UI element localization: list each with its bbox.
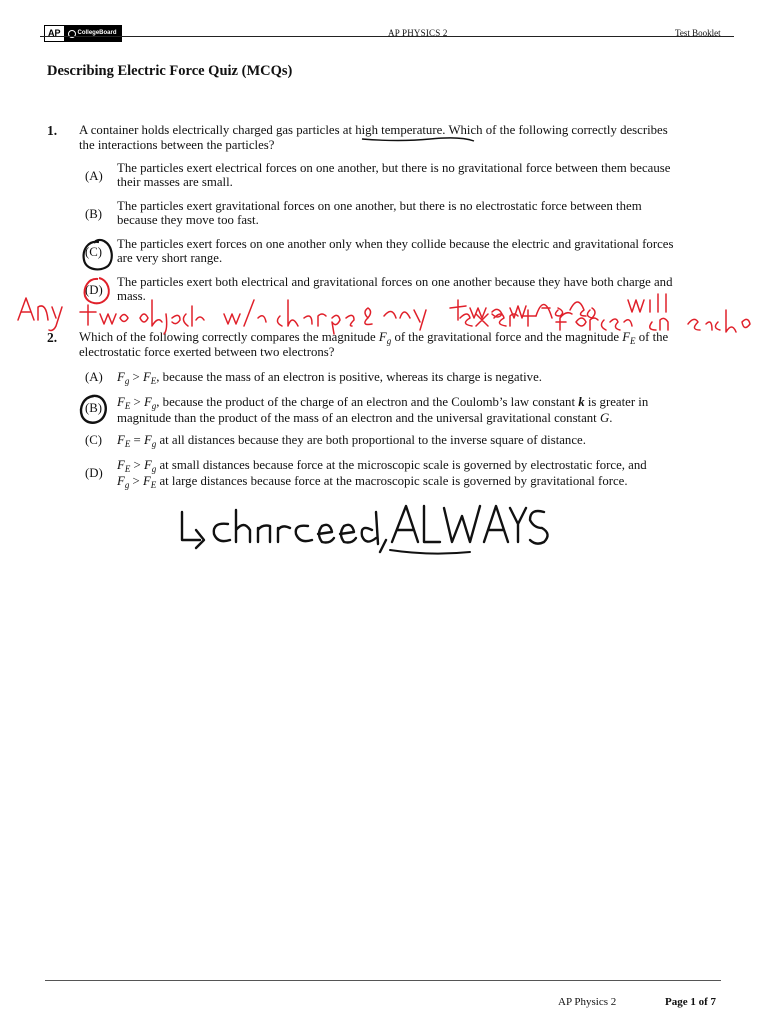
footer-rule: [45, 980, 721, 981]
q1-option-d-letter: (D): [85, 283, 103, 297]
q2-option-d: $F_E > F_g$ at small distances because force at the microscopic scale is governed by electrostatic force, and $F_g > F_E$ at large distances because force at the macroscopic scale is governed by gravitational force.: [117, 458, 647, 490]
q1-option-a: The particles exert electrical forces on one another, but there is no gravitational force between them because their masses are small.: [117, 161, 671, 189]
q1-option-d: The particles exert both electrical and gravitational forces on one another because they have both charge and mass.: [117, 275, 673, 303]
q2-option-b-letter: (B): [85, 401, 103, 415]
q1-number: 1.: [47, 123, 58, 138]
q2-option-c: $F_E = F_g$ at all distances because they are both proportional to the inverse square of distance.: [117, 433, 586, 449]
q1-option-a-letter: (A): [85, 169, 103, 183]
q1-underlined-phrase: at high temperature: [342, 123, 443, 137]
q2-number: 2.: [47, 330, 58, 345]
q2-option-b: $F_E > F_g$, because the product of the charge of an electron and the Coulomb’s law constant k is greater in magnitude than the product of the mass of an electron and the universal gravitational constant G.: [117, 395, 649, 425]
q2-option-a-letter: (A): [85, 370, 103, 384]
footer-page-number: Page 1 of 7: [665, 996, 717, 1008]
q1-option-b-letter: (B): [85, 207, 103, 221]
footer-course: AP Physics 2: [558, 996, 617, 1008]
q1-option-b: The particles exert gravitational forces on one another, but there is no electrostatic force between them because they move too fast.: [117, 199, 642, 227]
ap-collegeboard-logo: [44, 25, 122, 42]
q1-option-c-letter: (C): [85, 245, 103, 259]
header-rule: [40, 36, 734, 37]
logo-collegeboard: CollegeBoard: [64, 26, 121, 41]
header-booklet: Test Booklet: [675, 28, 721, 38]
q1-option-c: The particles exert forces on one another only when they collide because the electric and gravitational forces are very short range.: [117, 237, 674, 265]
page-title: Describing Electric Force Quiz (MCQs): [47, 63, 293, 79]
q2-option-c-letter: (C): [85, 433, 103, 447]
handwritten-note-red-line2: [460, 310, 750, 332]
header-course: AP PHYSICS 2: [388, 28, 448, 38]
q2-option-a: $F_g > F_E$, because the mass of an electron is positive, whereas its charge is negative.: [117, 370, 542, 386]
logo-ap-text: AP: [45, 26, 64, 41]
q2-option-d-letter: (D): [85, 466, 103, 480]
q1-text: A container holds electrically charged gas particles at high temperature. Which of the following correctly describes the interactions between the particles?: [79, 123, 668, 152]
handwritten-note-black: [182, 506, 548, 554]
q2-text: Which of the following correctly compares the magnitude $F_g$ of the gravitational force and the magnitude $F_E$ of the electrostatic force exerted between two electrons?: [79, 330, 669, 359]
